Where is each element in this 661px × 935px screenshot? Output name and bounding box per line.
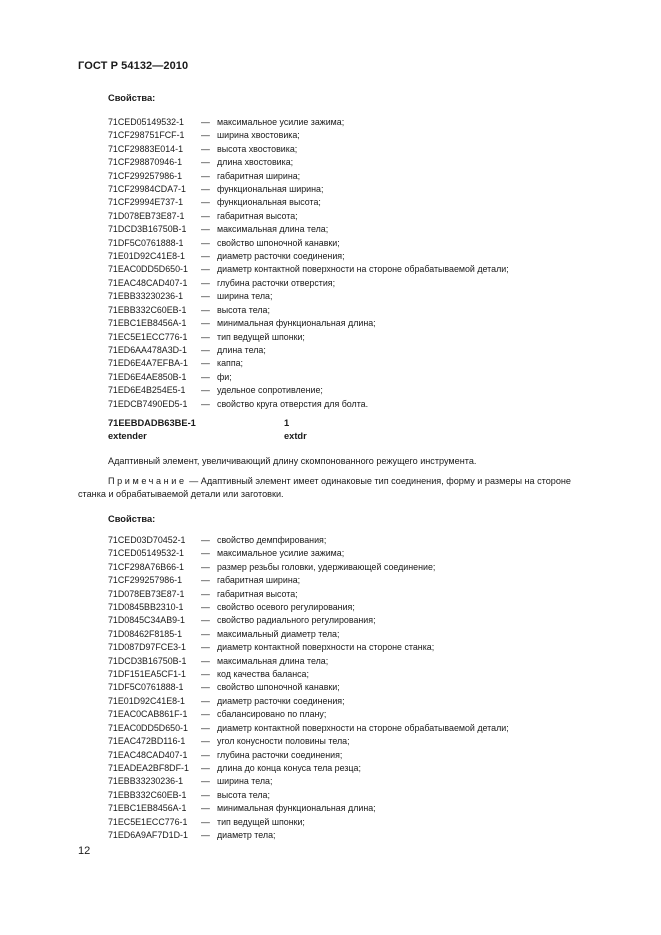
entity-description: Адаптивный элемент, увеличивающий длину скомпонованного режущего инструмента. bbox=[108, 456, 477, 466]
property-code: 71EBB332C60EB-1 bbox=[108, 304, 187, 315]
property-description: диаметр расточки соединения; bbox=[217, 695, 345, 706]
property-item bbox=[108, 614, 509, 627]
property-description: ширина тела; bbox=[217, 291, 273, 302]
property-code: 71DF5C0761888-1 bbox=[108, 237, 184, 248]
property-code: 71ED6E4B254E5-1 bbox=[108, 385, 186, 396]
property-item bbox=[108, 263, 509, 276]
property-dash: — bbox=[201, 789, 210, 800]
entity-version: 1 bbox=[284, 418, 290, 428]
property-dash: — bbox=[201, 277, 210, 288]
property-description: фи; bbox=[217, 371, 232, 382]
property-item bbox=[108, 574, 509, 587]
property-item bbox=[108, 655, 509, 668]
property-dash: — bbox=[201, 184, 210, 195]
property-dash: — bbox=[201, 143, 210, 154]
property-code: 71EC5E1ECC776-1 bbox=[108, 816, 188, 827]
property-dash: — bbox=[201, 251, 210, 262]
property-dash: — bbox=[201, 642, 210, 653]
property-dash: — bbox=[201, 829, 210, 840]
property-item bbox=[108, 398, 509, 411]
property-dash: — bbox=[201, 197, 210, 208]
property-dash: — bbox=[201, 344, 210, 355]
property-code: 71D078EB73E87-1 bbox=[108, 588, 185, 599]
property-dash: — bbox=[201, 816, 210, 827]
property-dash: — bbox=[201, 385, 210, 396]
property-description: максимальное усилие зажима; bbox=[217, 548, 345, 559]
property-code: 71ED6E4AE850B-1 bbox=[108, 371, 187, 382]
property-code: 71CF298A76B66-1 bbox=[108, 561, 184, 572]
property-code: 71DF151EA5CF1-1 bbox=[108, 669, 186, 680]
note-continuation: станка и обрабатываемой детали или заготовки. bbox=[78, 489, 284, 499]
property-item bbox=[108, 143, 509, 156]
property-description: свойство радиального регулирования; bbox=[217, 615, 376, 626]
property-description: габаритная высота; bbox=[217, 588, 298, 599]
property-description: угол конусности половины тела; bbox=[217, 736, 350, 747]
property-dash: — bbox=[201, 682, 210, 693]
property-code: 71EAC0DD5D650-1 bbox=[108, 722, 188, 733]
property-code: 71CED03D70452-1 bbox=[108, 535, 186, 545]
property-code: 71ED6A9AF7D1D-1 bbox=[108, 829, 188, 840]
property-item bbox=[108, 116, 509, 129]
property-dash: — bbox=[201, 709, 210, 720]
property-code: 71EC5E1ECC776-1 bbox=[108, 331, 188, 342]
page-number: 12 bbox=[78, 845, 91, 857]
property-item bbox=[108, 237, 509, 250]
entity-block bbox=[108, 417, 307, 443]
note-label: Примечание bbox=[108, 476, 187, 486]
property-code: 71CED05149532-1 bbox=[108, 117, 184, 127]
property-description: глубина расточки отверстия; bbox=[217, 277, 336, 288]
property-dash: — bbox=[201, 561, 210, 572]
property-dash: — bbox=[201, 358, 210, 369]
property-dash: — bbox=[201, 548, 210, 559]
property-dash: — bbox=[201, 669, 210, 680]
property-list-1 bbox=[108, 116, 509, 411]
property-code: 71DCD3B16750B-1 bbox=[108, 224, 187, 235]
property-dash: — bbox=[201, 398, 210, 409]
property-item bbox=[108, 357, 509, 370]
property-description: габаритная ширина; bbox=[217, 170, 301, 181]
property-dash: — bbox=[201, 535, 210, 545]
property-dash: — bbox=[201, 157, 210, 168]
property-description: ширина хвостовика; bbox=[217, 130, 300, 141]
property-code: 71EAC48CAD407-1 bbox=[108, 277, 188, 288]
property-dash: — bbox=[201, 318, 210, 329]
property-description: удельное сопротивление; bbox=[217, 385, 323, 396]
property-dash: — bbox=[201, 602, 210, 613]
property-dash: — bbox=[201, 170, 210, 181]
section-title-properties-1: Свойства: bbox=[108, 93, 156, 103]
property-code: 71CF298870946-1 bbox=[108, 157, 183, 168]
property-code: 71CF299257986-1 bbox=[108, 575, 183, 586]
property-dash: — bbox=[201, 575, 210, 586]
property-code: 71D078EB73E87-1 bbox=[108, 210, 185, 221]
property-code: 71ED6AA478A3D-1 bbox=[108, 344, 187, 355]
property-description: диаметр контактной поверхности на стороне обрабатываемой детали; bbox=[217, 264, 509, 275]
property-description: глубина расточки соединения; bbox=[217, 749, 343, 760]
property-code: 71CF29994E737-1 bbox=[108, 197, 183, 208]
property-item bbox=[108, 789, 509, 802]
property-code: 71D087D97FCE3-1 bbox=[108, 642, 186, 653]
property-dash: — bbox=[201, 210, 210, 221]
property-dash: — bbox=[201, 736, 210, 747]
property-description: минимальная функциональная длина; bbox=[217, 318, 376, 329]
property-item bbox=[108, 762, 509, 775]
property-code: 71EBC1EB8456A-1 bbox=[108, 803, 187, 814]
property-code: 71CED05149532-1 bbox=[108, 548, 184, 559]
property-description: свойство круга отверстия для болта. bbox=[217, 398, 369, 409]
property-item bbox=[108, 371, 509, 384]
property-code: 71EBB33230236-1 bbox=[108, 776, 184, 787]
property-description: код качества баланса; bbox=[217, 669, 309, 680]
property-code: 71D0845BB2310-1 bbox=[108, 602, 184, 613]
property-item bbox=[108, 816, 509, 829]
property-description: длина хвостовика; bbox=[217, 157, 294, 168]
property-item bbox=[108, 170, 509, 183]
entity-short-name: extdr bbox=[284, 431, 307, 441]
entity-name: extender bbox=[108, 431, 147, 441]
property-item bbox=[108, 628, 509, 641]
property-description: максимальная длина тела; bbox=[217, 224, 329, 235]
property-dash: — bbox=[201, 117, 210, 127]
property-description: высота хвостовика; bbox=[217, 143, 298, 154]
property-description: максимальный диаметр тела; bbox=[217, 628, 340, 639]
property-dash: — bbox=[201, 291, 210, 302]
property-description: сбалансировано по плану; bbox=[217, 709, 327, 720]
property-description: длина до конца конуса тела резца; bbox=[217, 762, 361, 773]
property-item bbox=[108, 534, 509, 547]
property-dash: — bbox=[201, 331, 210, 342]
property-item bbox=[108, 344, 509, 357]
property-description: диаметр расточки соединения; bbox=[217, 251, 345, 262]
property-description: тип ведущей шпонки; bbox=[217, 331, 305, 342]
property-code: 71EAC0DD5D650-1 bbox=[108, 264, 188, 275]
property-item bbox=[108, 210, 509, 223]
note bbox=[108, 475, 571, 489]
property-item bbox=[108, 196, 509, 209]
property-item bbox=[108, 183, 509, 196]
property-item bbox=[108, 304, 509, 317]
document-header: ГОСТ Р 54132—2010 bbox=[78, 60, 189, 72]
property-description: ширина тела; bbox=[217, 776, 273, 787]
property-item bbox=[108, 735, 509, 748]
property-item bbox=[108, 561, 509, 574]
property-description: функциональная ширина; bbox=[217, 184, 324, 195]
property-dash: — bbox=[201, 371, 210, 382]
property-item bbox=[108, 547, 509, 560]
property-item bbox=[108, 802, 509, 815]
property-item bbox=[108, 290, 509, 303]
property-dash: — bbox=[201, 762, 210, 773]
property-description: диаметр контактной поверхности на стороне станка; bbox=[217, 642, 435, 653]
property-code: 71ED6E4A7EFBA-1 bbox=[108, 358, 188, 369]
property-dash: — bbox=[201, 722, 210, 733]
property-item bbox=[108, 384, 509, 397]
property-code: 71EAC0CAB861F-1 bbox=[108, 709, 188, 720]
property-item bbox=[108, 588, 509, 601]
property-dash: — bbox=[201, 655, 210, 666]
property-item bbox=[108, 749, 509, 762]
property-description: длина тела; bbox=[217, 344, 266, 355]
property-description: свойство шпоночной канавки; bbox=[217, 682, 340, 693]
section-title-properties-2: Свойства: bbox=[108, 514, 156, 524]
property-code: 71DF5C0761888-1 bbox=[108, 682, 184, 693]
property-code: 71CF298751FCF-1 bbox=[108, 130, 185, 141]
property-dash: — bbox=[201, 749, 210, 760]
property-dash: — bbox=[201, 224, 210, 235]
property-item bbox=[108, 317, 509, 330]
property-item bbox=[108, 277, 509, 290]
property-description: каппа; bbox=[217, 358, 244, 369]
property-description: максимальное усилие зажима; bbox=[217, 117, 345, 127]
property-code: 71E01D92C41E8-1 bbox=[108, 695, 185, 706]
property-dash: — bbox=[201, 615, 210, 626]
property-description: максимальная длина тела; bbox=[217, 655, 329, 666]
property-dash: — bbox=[201, 304, 210, 315]
property-item bbox=[108, 775, 509, 788]
property-description: минимальная функциональная длина; bbox=[217, 803, 376, 814]
property-code: 71EBB332C60EB-1 bbox=[108, 789, 187, 800]
property-dash: — bbox=[201, 237, 210, 248]
property-code: 71D08462F8185-1 bbox=[108, 628, 183, 639]
property-description: диаметр тела; bbox=[217, 829, 276, 840]
property-description: свойство осевого регулирования; bbox=[217, 602, 355, 613]
property-list-2 bbox=[108, 534, 509, 842]
property-code: 71EDCB7490ED5-1 bbox=[108, 398, 188, 409]
property-code: 71CF299257986-1 bbox=[108, 170, 183, 181]
property-code: 71CF29883E014-1 bbox=[108, 143, 183, 154]
property-item bbox=[108, 695, 509, 708]
property-code: 71CF29984CDA7-1 bbox=[108, 184, 186, 195]
property-item bbox=[108, 668, 509, 681]
property-item bbox=[108, 829, 509, 842]
property-description: высота тела; bbox=[217, 789, 270, 800]
property-item bbox=[108, 601, 509, 614]
property-dash: — bbox=[201, 695, 210, 706]
property-code: 71D0845C34AB9-1 bbox=[108, 615, 185, 626]
property-dash: — bbox=[201, 130, 210, 141]
property-item bbox=[108, 156, 509, 169]
property-code: 71E01D92C41E8-1 bbox=[108, 251, 185, 262]
entity-code: 71EEBDADB63BE-1 bbox=[108, 418, 196, 428]
property-description: функциональная высота; bbox=[217, 197, 321, 208]
property-item bbox=[108, 250, 509, 263]
property-code: 71EAC48CAD407-1 bbox=[108, 749, 188, 760]
property-item bbox=[108, 681, 509, 694]
property-code: 71EAC472BD116-1 bbox=[108, 736, 186, 747]
property-item bbox=[108, 722, 509, 735]
property-code: 71DCD3B16750B-1 bbox=[108, 655, 187, 666]
property-dash: — bbox=[201, 803, 210, 814]
property-description: габаритная ширина; bbox=[217, 575, 301, 586]
property-description: тип ведущей шпонки; bbox=[217, 816, 305, 827]
property-item bbox=[108, 223, 509, 236]
property-code: 71EBB33230236-1 bbox=[108, 291, 184, 302]
note-text: — Адаптивный элемент имеет одинаковые тип соединения, форму и размеры на стороне bbox=[186, 476, 571, 486]
property-description: свойство шпоночной канавки; bbox=[217, 237, 340, 248]
property-code: 71EADEA2BF8DF-1 bbox=[108, 762, 189, 773]
property-description: размер резьбы головки, удерживающей соединение; bbox=[217, 561, 436, 572]
property-dash: — bbox=[201, 776, 210, 787]
property-dash: — bbox=[201, 264, 210, 275]
property-item bbox=[108, 129, 509, 142]
property-description: высота тела; bbox=[217, 304, 270, 315]
property-dash: — bbox=[201, 588, 210, 599]
property-dash: — bbox=[201, 628, 210, 639]
property-description: габаритная высота; bbox=[217, 210, 298, 221]
property-item bbox=[108, 708, 509, 721]
property-description: свойство демпфирования; bbox=[217, 535, 327, 545]
property-item bbox=[108, 331, 509, 344]
property-item bbox=[108, 641, 509, 654]
property-description: диаметр контактной поверхности на стороне обрабатываемой детали; bbox=[217, 722, 509, 733]
property-code: 71EBC1EB8456A-1 bbox=[108, 318, 187, 329]
